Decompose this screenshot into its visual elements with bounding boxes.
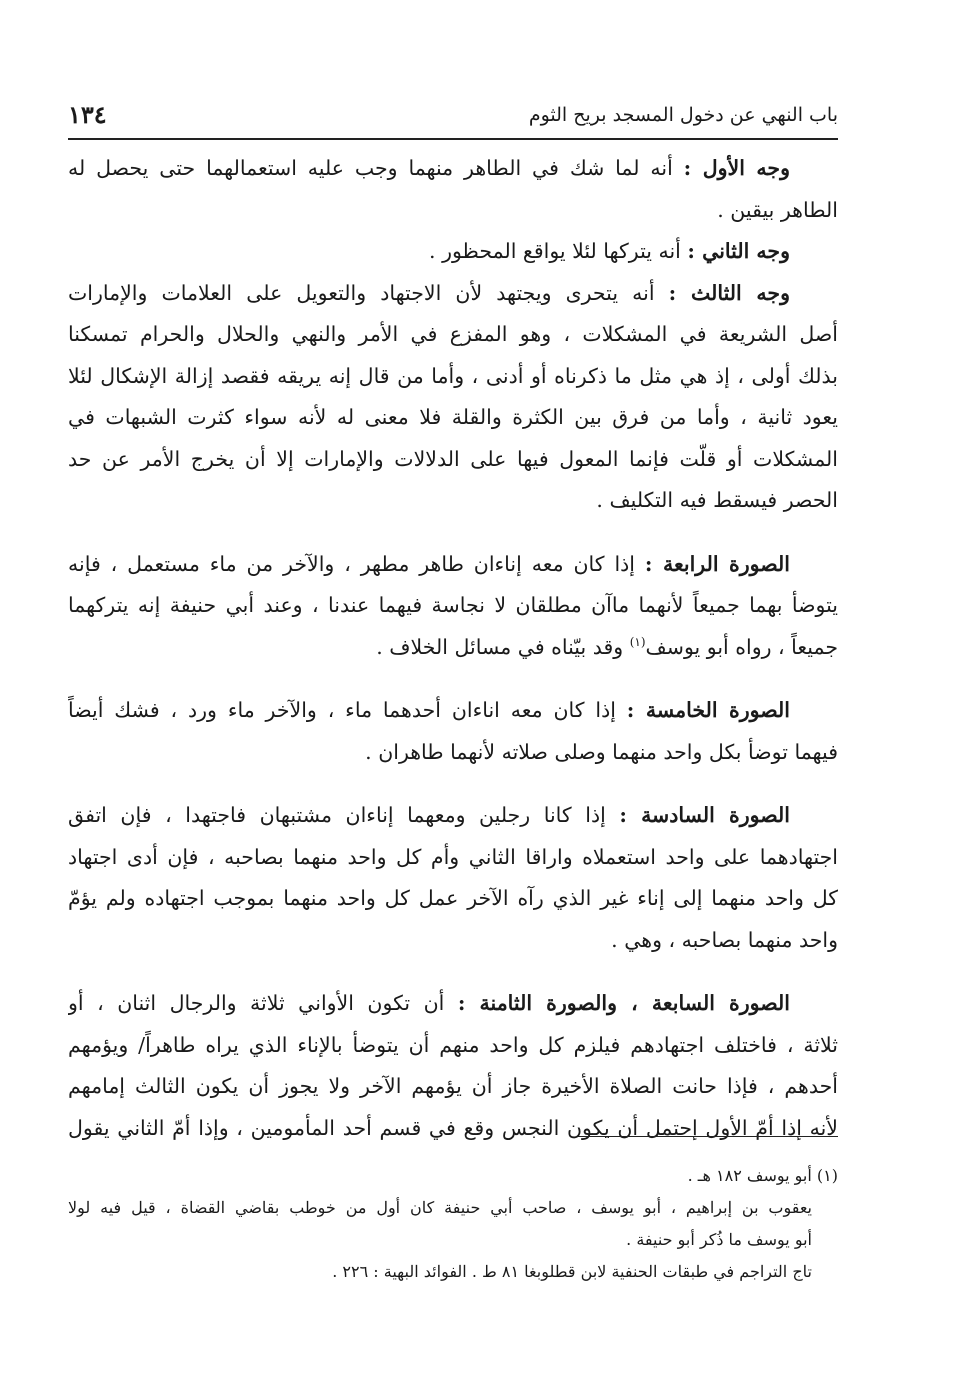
page-number: ١٣٤ [68, 100, 107, 129]
paragraph-5-line-2: فيهما توضأ بكل واحد منهما وصلى صلاته لأنهما طاهران . [365, 739, 838, 764]
paragraph-6-line-1: الصورة السادسة : إذا كانا رجلين ومعهما إناءان مشتبهان فاجتهدا ، فإن اتفق [68, 803, 790, 827]
paragraph-gap [68, 668, 838, 690]
paragraph-7-line-3: أحدهم ، فإذا حانت الصلاة الأخيرة جاز أن يؤمهم الآخر ولا يجوز أن يكون الثالث إمامهم [68, 1074, 838, 1098]
term-fourth-form: الصورة الرابعة : [644, 551, 790, 576]
paragraph-2-line-1: وجه الثاني : أنه يتركها لئلا يواقع المحظور . [429, 239, 790, 263]
paragraph-7-line-4: لأنه إذا أمّ الأول إحتمل أن يكون النجس وقع في قسم أحد المأمومين ، وإذا أمّ الثاني يقول [68, 1115, 838, 1140]
footnote-1-line-1: يعقوب بن إبراهيم ، أبو يوسف ، صاحب أبي حنيفة كان أول من خوطب بقاضي القضاة ، قيل فيه لولا [68, 1198, 812, 1217]
paragraph-3-line-2: أصل الشريعة في المشكلات ، وهو المفزع في الأمر والنهي والحلال والحرام تمسكنا [68, 322, 838, 346]
paragraph-6-line-3: كل واحد منهما إلى إناء غير الذي رآه الآخر عمل كل واحد منهما بموجب اجتهاده ولم يؤمّ [68, 886, 838, 910]
footnote-1-heading: (١) أبو يوسف ١٨٢ هـ . [687, 1166, 838, 1185]
paragraph-3-line-1: وجه الثالث : أنه يتحرى ويجتهد لأن الاجتهاد والتعويل على العلامات والإمارات [68, 280, 790, 305]
term-sixth-form: الصورة السادسة : [619, 803, 790, 827]
footnote-rule [578, 1136, 838, 1137]
footnote-1-line-2: أبو يوسف ما ذُكر أبو حنيفة . [626, 1230, 812, 1249]
paragraph-7-line-2: ثلاثة ، فاختلف اجتهادهم فيلزم كل واحد منهم أن يتوضأ بالإناء الذي يراه طاهراً/ ويؤمهم [68, 1032, 838, 1057]
term-seventh-eighth-form: الصورة السابعة ، والصورة الثامنة : [457, 991, 790, 1015]
running-title: باب النهي عن دخول المسجد بريح الثوم [528, 104, 838, 126]
paragraph-1-line-2: الطاهر بيقين . [717, 197, 838, 222]
term-fifth-form: الصورة الخامسة : [626, 698, 790, 722]
paragraph-3-line-4: يعود ثانية ، وأما من فرق بين الكثرة والقلة فلا معنى له لأنه سواء كثرت الشبهات في [68, 405, 838, 429]
paragraph-gap [68, 773, 838, 795]
term-third-aspect: وجه الثالث : [668, 280, 790, 305]
paragraph-4-line-1: الصورة الرابعة : إذا كان معه إناءان طاهر مطهر ، والآخر من ماء مستعمل ، فإنه [68, 551, 790, 576]
term-second-aspect: وجه الثاني : [687, 239, 790, 263]
footnote-ref-1[interactable]: (١) [629, 634, 646, 649]
page-header [68, 96, 838, 136]
paragraph-5-line-1: الصورة الخامسة : إذا كان معه اناءان أحدهما ماء ، والآخر ماء ورد ، فشك أيضاً [68, 698, 790, 722]
term-first-aspect: وجه الأول : [683, 156, 790, 180]
paragraph-6-line-4: واحد منهما بصاحبه ، وهي . [611, 927, 838, 952]
paragraph-7-line-1: الصورة السابعة ، والصورة الثامنة : أن تكون الأواني ثلاثة والرجال اثنان ، أو [68, 991, 790, 1015]
body-text [68, 148, 838, 1149]
paragraph-4-line-2: يتوضأ بهما جميعاً لأنهما ماآن مطلقان لا نجاسة فيهما عندنا ، وعند أبي حنيفة إنه يتركهما [68, 593, 838, 617]
header-rule [68, 138, 838, 140]
paragraph-gap [68, 522, 838, 544]
paragraph-1-line-1: وجه الأول : أنه لما شك في الطاهر منهما وجب عليه استعمالهما حتى يحصل له [68, 156, 790, 180]
paragraph-6-line-2: اجتهادهما على واحد استعملاه واراقا الثاني وأم كل واحد منهما بصاحبه ، فإن أدى اجتهاد [68, 844, 838, 869]
paragraph-3-line-5: المشكلات أو قلّت فإنما المعول فيها على الدلالات والإمارات إلا أن يخرج الأمر عن حد [68, 446, 838, 471]
paragraph-3-line-6: الحصر فيسقط فيه التكليف . [596, 488, 838, 512]
paragraph-4-line-3: جميعاً ، رواه أبو يوسف$^{(١)}$ وقد بيّناه في مسائل الخلاف . [376, 634, 838, 659]
footnote-1-line-3: تاج التراجم في طبقات الحنفية لابن قطلوبغا ٨١ ط . الفوائد البهية : ٢٢٦ . [332, 1262, 812, 1281]
paragraph-gap [68, 961, 838, 983]
footnotes [68, 1160, 838, 1288]
paragraph-3-line-3: بذلك أولى ، إذ هي مثل ما ذكرناه أو أدنى ، وأما من قال إنه يريقه فقصد إزالة الإشكال لئلا [68, 363, 838, 388]
